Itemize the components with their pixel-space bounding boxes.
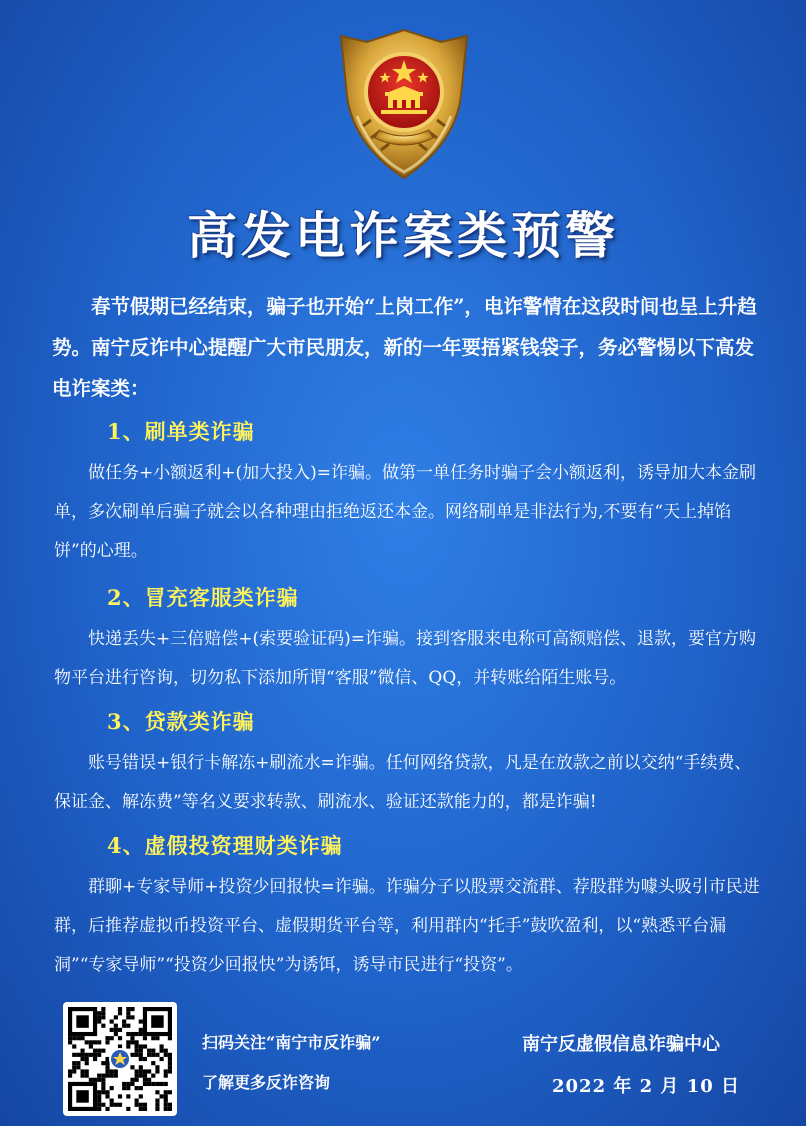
qr-info-text: 了解更多反诈咨询 xyxy=(202,1073,331,1092)
issue-date: 2022 年 2 月 10 日 xyxy=(552,1076,741,1097)
section-body-4: 群聊+专家导师+投资少回报快=诈骗。诈骗分子以股票交流群、荐股群为噱头吸引市民进群，后推荐虚拟币投资平台、虚假期货平台等，利用群内“托手”鼓吹盈利，以“熟悉平台漏洞”“专家导师”“投资少回报快”为诱饵，诱导市民进行“投资”。 xyxy=(54,877,760,975)
section-heading-3: 3、贷款类诈骗 xyxy=(107,709,255,734)
police-emblem-icon xyxy=(333,26,475,186)
section-heading-1: 1、刷单类诈骗 xyxy=(107,419,255,444)
page-title: 高发电诈案类预警 xyxy=(187,206,619,265)
qr-follow-text: 扫码关注“南宁市反诈骗” xyxy=(202,1033,381,1052)
section-heading-2: 2、冒充客服类诈骗 xyxy=(107,585,299,610)
section-body-3: 账号错误+银行卡解冻+刷流水=诈骗。任何网络贷款，凡是在放款之前以交纳“手续费、保证金、解冻费”等名义要求转款、刷流水、验证还款能力的，都是诈骗! xyxy=(54,753,752,812)
organization-name: 南宁反虚假信息诈骗中心 xyxy=(522,1034,720,1055)
qr-code-icon[interactable] xyxy=(63,1002,177,1116)
section-body-1: 做任务+小额返利+(加大投入)=诈骗。做第一单任务时骗子会小额返利，诱导加大本金刷单，多次刷单后骗子就会以各种理由拒绝返还本金。网络刷单是非法行为,不要有“天上掉馅饼”的心理。 xyxy=(54,463,756,561)
intro-paragraph: 春节假期已经结束，骗子也开始“上岗工作”，电诈警情在这段时间也呈上升趋势。南宁反诈中心提醒广大市民朋友，新的一年要捂紧钱袋子，务必警惕以下高发电诈案类： xyxy=(52,295,757,400)
section-body-2: 快递丢失+三倍赔偿+(索要验证码)=诈骗。接到客服来电称可高额赔偿、退款，要官方购物平台进行咨询，切勿私下添加所谓“客服”微信、QQ，并转账给陌生账号。 xyxy=(54,629,756,688)
section-heading-4: 4、虚假投资理财类诈骗 xyxy=(107,833,343,858)
